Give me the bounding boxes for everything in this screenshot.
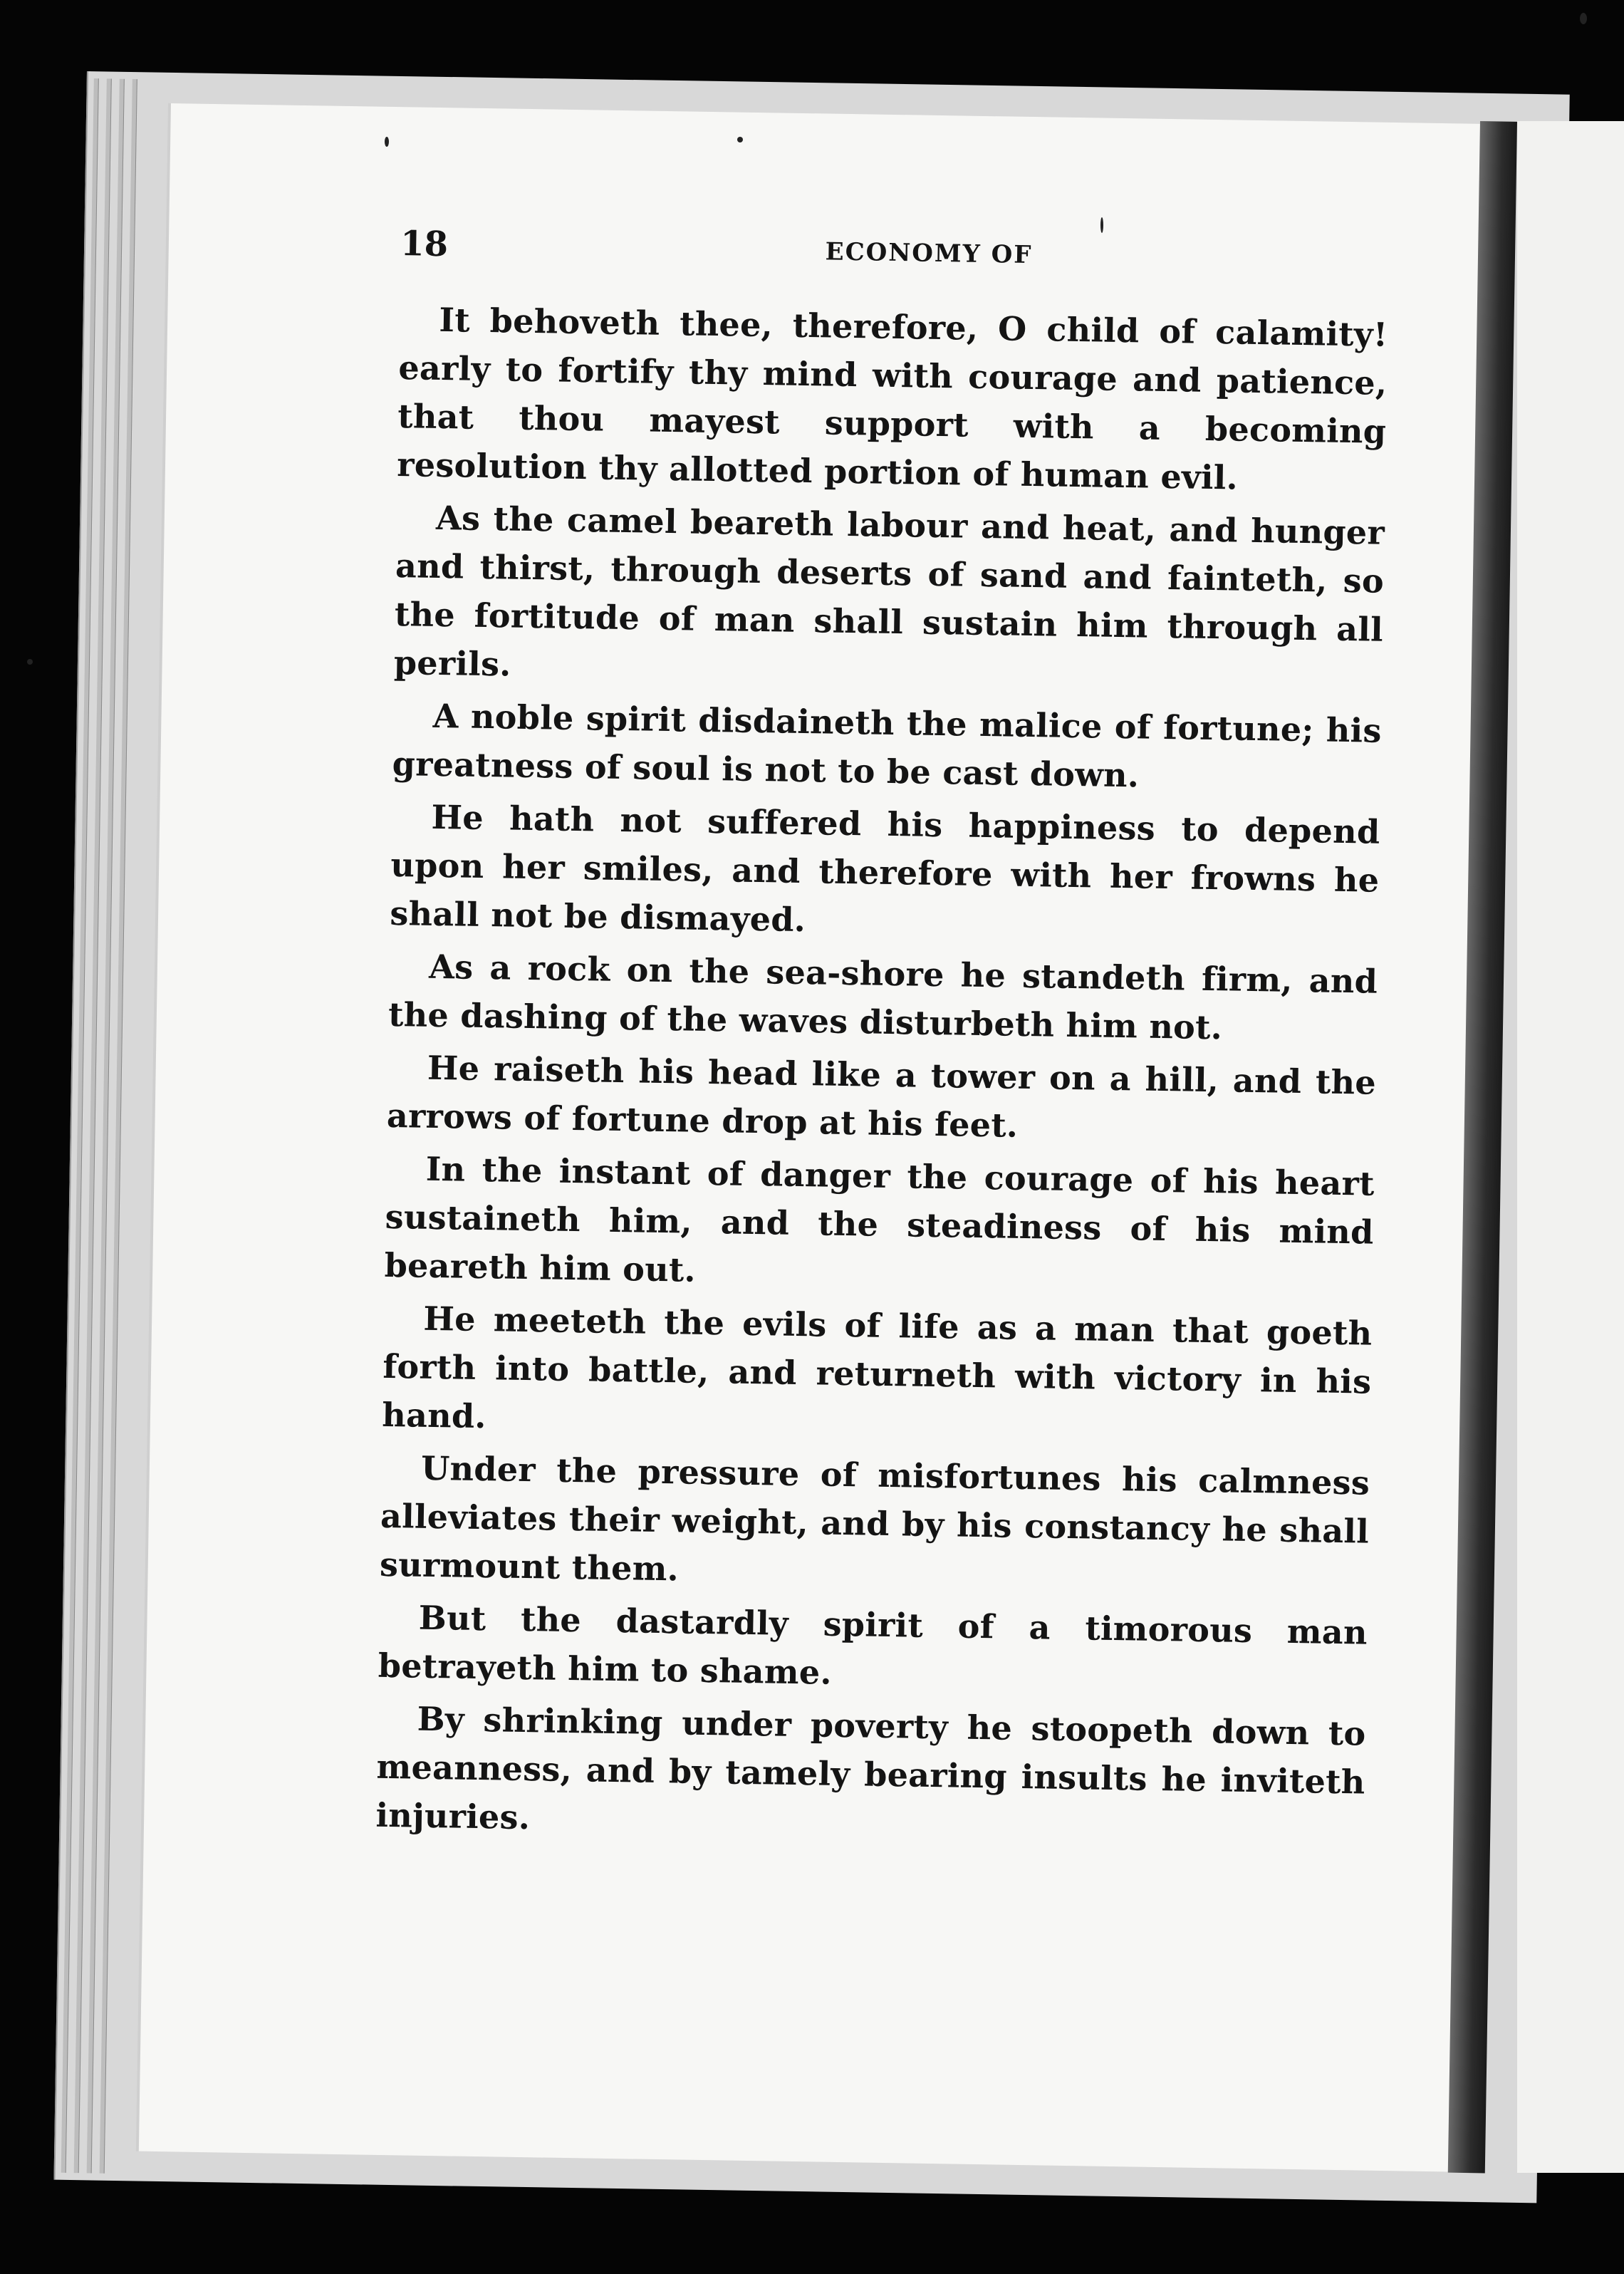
running-head: ECONOMY OF xyxy=(825,237,1033,269)
paragraph: As the camel beareth labour and heat, and hunger and thirst, through deserts of sand and fainteth, so the fortitude of man shall sustain him through all perils. xyxy=(393,498,1385,684)
paragraph: By shrinking under poverty he stoopeth down to meanness, and by tamely bearing insults he inviteth injuries. xyxy=(375,1699,1366,1837)
paragraph: It behoveth thee, therefore, O child of calamity! early to fortify thy mind with courage and patience, that thou mayest support with a becoming resolution thy allotted portion of human evil. xyxy=(396,300,1388,497)
dust-speck xyxy=(737,137,743,142)
dust-speck xyxy=(27,659,33,665)
paragraph: He meeteth the evils of life as a man that goeth forth into battle, and returneth with victory in his hand. xyxy=(381,1299,1373,1436)
paragraph: As a rock on the sea-shore he standeth firm, and the dashing of the waves disturbeth him not. xyxy=(387,947,1378,1047)
paragraph: A noble spirit disdaineth the malice of fortune; his greatness of soul is not to be cast down. xyxy=(392,696,1383,795)
page-number: 18 xyxy=(400,224,449,265)
dust-speck xyxy=(385,137,389,147)
paragraph: He raiseth his head like a tower on a hill, and the arrows of fortune drop at his feet. xyxy=(386,1048,1377,1145)
paragraph: Under the pressure of misfortunes his calmness alleviates their weight, and by his constancy he shall surmount them. xyxy=(379,1448,1370,1589)
paragraph: But the dastardly spirit of a timorous man betrayeth him to shame. xyxy=(378,1598,1368,1692)
facing-page-edge xyxy=(1517,121,1624,2173)
paragraph: He hath not suffered his happiness to depend upon her smiles, and therefore with her frowns he shall not be dismayed. xyxy=(390,797,1380,940)
dust-speck xyxy=(1580,13,1587,24)
body-text xyxy=(375,295,1388,1859)
paragraph: In the instant of danger the courage of his heart sustaineth him, and the steadiness of his mind beareth him out. xyxy=(384,1149,1375,1289)
